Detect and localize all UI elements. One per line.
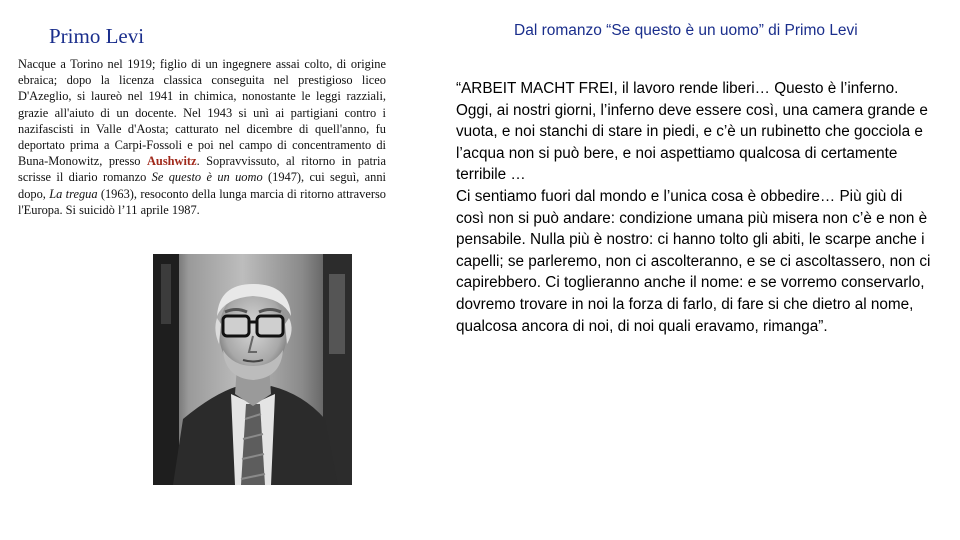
bio-part-3: (1947), cui seguì, anni dopo, — [18, 170, 386, 201]
left-title: Primo Levi — [49, 24, 145, 48]
bio-part-1: Nacque a Torino nel 1919; figlio di un ingegnere assai colto, di origine ebraica; dopo la licenza classica conseguita nel prestigioso liceo D'Azeglio, si laureò nel 1941 in chimica, nonostante le leggi razziali, grazie all'aiuto di un docente. Nel 1943 si unì ai partigiani contro i nazifascisti in Valle d'Aosta; catturato nel dicembre di quell'anno, fu deportato prima a Carpi-Fossoli e poi nel campo di concentramento di Buna-Monowitz, presso — [18, 57, 386, 169]
portrait-image — [153, 254, 352, 485]
bio-part-4: (1963), resoconto della lunga marcia di ritorno attraverso l'Europa. Si suicidò l’11 aprile 1987. — [18, 186, 386, 217]
bio-part-2: . Sopravvissuto, al ritorno in patria scrisse il diario romanzo — [18, 154, 386, 185]
quote-paragraph-2: Ci sentiamo fuori dal mondo e l’unica cosa è obbedire… Più giù di così non si può andare: condizione umana più misera non c’è e non è pensabile. Nulla più è nostro: ci hanno tolto gli abiti, le scarpe anche i capelli; se parleremo, non ci ascolteranno, e se ci ascoltassero, non ci capirebbero. Ci toglieranno anche il nome: e se vorremo conservarlo, dovremo trovare in noi la forza di farlo, di fare si che dietro al nome, qualcosa ancora di noi, di noi quali eravamo, rimanga”. — [456, 187, 931, 335]
quote-paragraph-1: “ARBEIT MACHT FREI, il lavoro rende liberi… Questo è l’inferno. Oggi, ai nostri giorni, l’inferno deve essere così, una camera grande e vuota, e noi stanchi di stare in piedi, e c’è un rubinetto che gocciola e l’acqua non si può bere, e noi aspettiamo qualcosa di certamente terribile … — [456, 80, 928, 184]
biography-text — [18, 56, 386, 218]
quote-text — [456, 78, 934, 337]
bio-book-title-1: Se questo è un uomo — [151, 170, 263, 185]
right-title: Dal romanzo “Se questo è un uomo” di Primo Levi — [514, 22, 858, 39]
bio-place-auschwitz: Aushwitz — [146, 154, 197, 169]
portrait-photo — [153, 254, 352, 485]
bio-book-title-2: La tregua — [49, 186, 98, 201]
